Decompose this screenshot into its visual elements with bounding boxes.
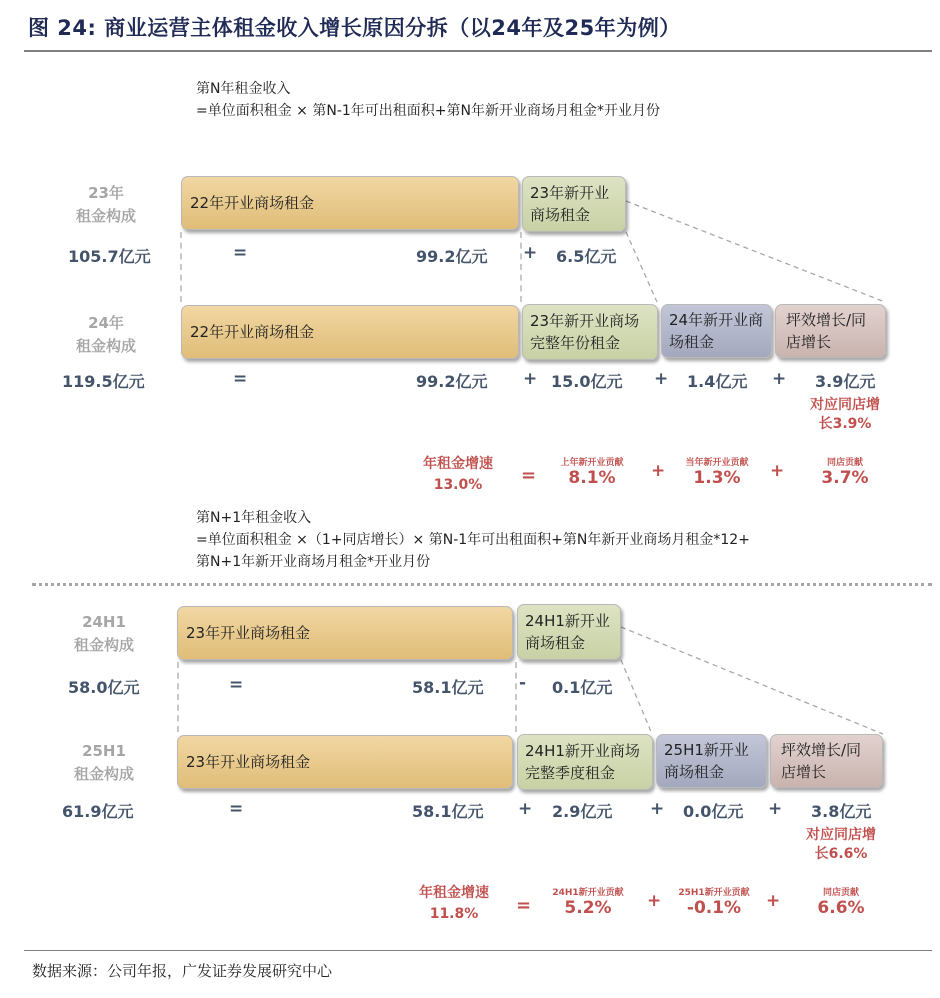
box-label: 22年开业商场租金 [190,323,315,341]
row-label-line2: 租金构成 [75,337,136,355]
box-label: 24H1新开业商场租金 [525,612,610,652]
value-main-24h1: 58.1亿元 [412,678,484,697]
dashed-guide [180,232,182,302]
row-label-24h1 [58,611,150,657]
source-note: 数据来源：公司年报，广发证券发展研究中心 [32,962,333,980]
growth-label-24 [412,454,504,496]
contribution-label: 24H1新开业贡献 [552,888,624,898]
connector-line [626,201,885,302]
same-store-note-24: 对应同店增长3.9% [810,397,880,432]
section-divider [32,583,932,586]
plus-sign: + [523,243,538,263]
row-label-line2: 租金构成 [75,207,136,225]
plus-sign: + [768,799,783,819]
growth-label-text: 年租金增速 [419,885,489,901]
equals-sign: = [233,369,248,389]
contribution-label: 上年新开业贡献 [560,458,624,468]
value-main-24: 99.2亿元 [416,372,488,391]
row-label-line2: 租金构成 [73,765,134,783]
contribution-label: 25H1新开业贡献 [678,888,750,898]
same-store-note-25h1: 对应同店增长6.6% [806,827,876,862]
plus-sign: + [647,891,662,911]
box-label: 23年开业商场租金 [186,624,311,642]
value-full-23: 15.0亿元 [551,372,623,391]
contribution-value: 3.7% [821,468,869,488]
value-full-24h1: 2.9亿元 [552,802,613,821]
plus-sign: + [650,799,665,819]
total-23: 105.7亿元 [68,247,151,266]
growth-label-25h1 [408,883,500,925]
growth-value: 13.0% [433,477,483,493]
box-label: 23年开业商场租金 [186,753,311,771]
formula-2-line3: 第N+1年新开业商场月租金*开业月份 [196,554,431,570]
box-new-24-rent [661,304,772,358]
row-label-25h1 [58,740,150,786]
value-main-23: 99.2亿元 [416,247,488,266]
box-opened-23-rent [177,735,513,789]
contribution-value: -0.1% [686,898,742,918]
equals-sign: = [233,243,248,263]
dashed-guide [177,662,179,732]
row-label-line1: 25H1 [82,742,126,760]
footer-divider [24,950,932,951]
contribution-same-store [806,885,876,918]
box-same-store-growth [775,304,886,358]
total-24h1: 58.0亿元 [68,678,140,697]
contribution-value: 8.1% [568,468,616,488]
formula-1 [196,78,660,122]
box-opened-23-rent [177,606,513,660]
row-label-line1: 24年 [88,314,124,332]
contribution-same-store [810,455,880,488]
contribution-25h1 [664,885,764,918]
formula-2 [196,507,750,573]
equals-sign: = [516,895,532,916]
connector-line [621,627,883,734]
contribution-label: 当年新开业贡献 [685,458,749,468]
box-new-24h1-rent [517,604,621,660]
plus-sign: + [651,461,666,481]
value-new-24: 1.4亿元 [687,372,748,391]
dashed-guide [520,232,522,302]
box-label: 坪效增长/同店增长 [781,741,862,781]
growth-label-text: 年租金增速 [423,456,493,472]
box-new-25h1-rent [656,734,767,788]
growth-value: 11.8% [429,906,479,922]
box-label: 23年新开业商场完整年份租金 [530,312,640,352]
box-label: 24H1新开业商场完整季度租金 [525,742,640,782]
contribution-value: 1.3% [693,468,741,488]
value-new-24h1: 0.1亿元 [552,678,613,697]
total-24: 119.5亿元 [62,372,145,391]
contribution-value: 6.6% [817,898,865,918]
formula-1-line1: 第N年租金收入 [196,81,291,97]
plus-sign: + [654,369,669,389]
box-label: 23年新开业商场租金 [530,184,610,224]
plus-sign: + [766,891,781,911]
value-main-25h1: 58.1亿元 [412,802,484,821]
box-label: 22年开业商场租金 [190,194,315,212]
equals-sign: = [229,799,244,819]
box-label: 24年新开业商场租金 [669,311,764,351]
minus-sign: - [519,673,527,693]
box-label: 25H1新开业商场租金 [664,741,749,781]
row-label-line2: 租金构成 [73,636,134,654]
contribution-label: 同店贡献 [826,458,863,468]
contribution-value: 5.2% [564,898,612,918]
figure-title: 图 24: 商业运营主体租金收入增长原因分拆（以24年及25年为例） [28,16,681,40]
box-opened-22-rent [181,176,519,230]
total-25h1: 61.9亿元 [62,802,134,821]
box-new-23-rent [522,176,626,232]
dashed-guide [515,662,517,732]
row-label-24 [60,312,152,358]
box-23-full-year-rent [522,304,658,360]
box-label: 坪效增长/同店增长 [786,311,867,351]
box-opened-22-rent [181,305,519,359]
formula-2-line2: =单位面积租金 ×（1+同店增长）× 第N-1年可出租面积+第N年新开业商场月租金*12+ [196,532,750,548]
value-same-store-25h1: 3.8亿元 [811,802,872,821]
plus-sign: + [523,369,538,389]
value-new-25h1: 0.0亿元 [683,802,744,821]
value-new-23: 6.5亿元 [556,247,617,266]
plus-sign: + [772,369,787,389]
equals-sign: = [229,675,244,695]
contribution-current-year [672,455,762,488]
box-same-store-growth [770,734,883,788]
value-same-store-24: 3.9亿元 [815,372,876,391]
row-label-23 [60,182,152,228]
formula-1-line2: =单位面积租金 × 第N-1年可出租面积+第N年新开业商场月租金*开业月份 [196,103,660,119]
contribution-prior-year [548,455,636,488]
plus-sign: + [518,799,533,819]
equals-sign: = [521,465,537,486]
connector-line [621,660,652,734]
box-24h1-full-quarter-rent [517,734,653,790]
formula-2-line1: 第N+1年租金收入 [196,510,312,526]
connector-line [626,232,657,302]
row-label-line1: 24H1 [82,613,126,631]
contribution-24h1 [538,885,638,918]
row-label-line1: 23年 [88,184,124,202]
plus-sign: + [770,461,785,481]
contribution-label: 同店贡献 [822,888,859,898]
